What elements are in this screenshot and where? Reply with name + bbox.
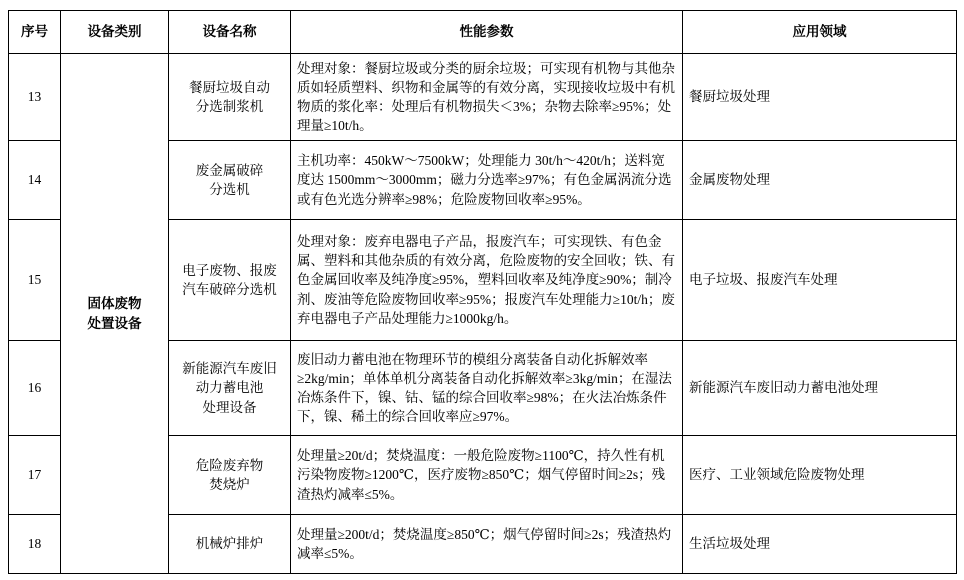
performance-parameters-cell: 处理对象：废弃电器电子产品，报废汽车；可实现铁、有色金属、塑料和其他杂质的有效分离，危险废物的安全回收；铁、有色金属回收率及纯净度≥95%，塑料回收率及纯净度≥90%；制冷剂、废油等危险废物回收率≥95%；报废汽车处理能力≥10t/h；废弃电器电子产品处理能力≥1000kg/h。 <box>291 220 683 341</box>
equipment-name-cell <box>169 54 291 141</box>
application-field-cell: 电子垃圾、报废汽车处理 <box>683 220 957 341</box>
equipment-name-cell <box>169 515 291 574</box>
equipment-name-line1: 危险废弃物 <box>195 457 264 473</box>
equipment-name-cell <box>169 341 291 436</box>
column-header-equipment-name: 设备名称 <box>169 11 291 54</box>
row-index: 13 <box>9 54 61 141</box>
category-label-line1: 固体废物 <box>87 296 142 312</box>
application-field-cell: 餐厨垃圾处理 <box>683 54 957 141</box>
table-row <box>9 54 957 141</box>
row-index: 17 <box>9 436 61 515</box>
equipment-name-line2: 动力蓄电池 <box>195 380 264 396</box>
equipment-name-line2: 汽车破碎分选机 <box>182 282 277 297</box>
application-field-cell: 医疗、工业领域危险废物处理 <box>683 436 957 515</box>
category-label-line2: 处置设备 <box>87 315 142 331</box>
equipment-specification-table <box>8 10 957 574</box>
equipment-name-line2: 焚烧炉 <box>209 477 250 492</box>
equipment-name-line3: 处理设备 <box>202 399 257 415</box>
equipment-name-line1: 机械炉排炉 <box>195 536 264 552</box>
row-index: 18 <box>9 515 61 574</box>
equipment-name-line1: 废金属破碎 <box>195 162 264 178</box>
row-index: 16 <box>9 341 61 436</box>
column-header-application-field: 应用领域 <box>683 11 957 54</box>
equipment-name-line2: 分选机 <box>209 182 250 197</box>
performance-parameters-cell: 处理对象：餐厨垃圾或分类的厨余垃圾；可实现有机物与其他杂质如轻质塑料、织物和金属等的有效分离，实现接收垃圾中有机物质的浆化率：处理后有机物损失＜3%；杂物去除率≥95%；处理量≥10t/h。 <box>291 54 683 141</box>
row-index: 14 <box>9 141 61 220</box>
row-index: 15 <box>9 220 61 341</box>
equipment-name-cell <box>169 220 291 341</box>
application-field-cell: 生活垃圾处理 <box>683 515 957 574</box>
equipment-name-cell <box>169 141 291 220</box>
performance-parameters-cell: 主机功率：450kW～7500kW；处理能力 30t/h～420t/h；送料宽度达 1500mm～3000mm；磁力分选率≥97%；有色金属涡流分选或有色光选分辨率≥98%；危险废物回收率≥95%。 <box>291 141 683 220</box>
performance-parameters-cell: 废旧动力蓄电池在物理环节的模组分离装备自动化拆解效率≥2kg/min；单体单机分离装备自动化拆解效率≥3kg/min；在湿法冶炼条件下，镍、钴、锰的综合回收率≥98%；在火法冶炼条件下，镍、稀土的综合回收率应≥97%。 <box>291 341 683 436</box>
application-field-cell: 金属废物处理 <box>683 141 957 220</box>
column-header-category: 设备类别 <box>61 11 169 54</box>
table-header <box>9 11 957 54</box>
performance-parameters-cell: 处理量≥200t/d；焚烧温度≥850℃；烟气停留时间≥2s；残渣热灼减率≤5%。 <box>291 515 683 574</box>
equipment-name-cell <box>169 436 291 515</box>
category-cell <box>61 54 169 574</box>
application-field-cell: 新能源汽车废旧动力蓄电池处理 <box>683 341 957 436</box>
column-header-index: 序号 <box>9 11 61 54</box>
equipment-name-line1: 新能源汽车废旧 <box>182 361 277 377</box>
equipment-name-line1: 电子废物、报废 <box>182 262 277 278</box>
column-header-performance-parameters: 性能参数 <box>291 11 683 54</box>
equipment-name-line1: 餐厨垃圾自动 <box>189 79 270 95</box>
performance-parameters-cell: 处理量≥20t/d；焚烧温度：一般危险废物≥1100℃，持久性有机污染物废物≥1200℃，医疗废物≥850℃；烟气停留时间≥2s；残渣热灼减率≤5%。 <box>291 436 683 515</box>
table-body <box>9 54 957 574</box>
table-header-row <box>9 11 957 54</box>
equipment-name-line2: 分选制浆机 <box>195 99 264 114</box>
